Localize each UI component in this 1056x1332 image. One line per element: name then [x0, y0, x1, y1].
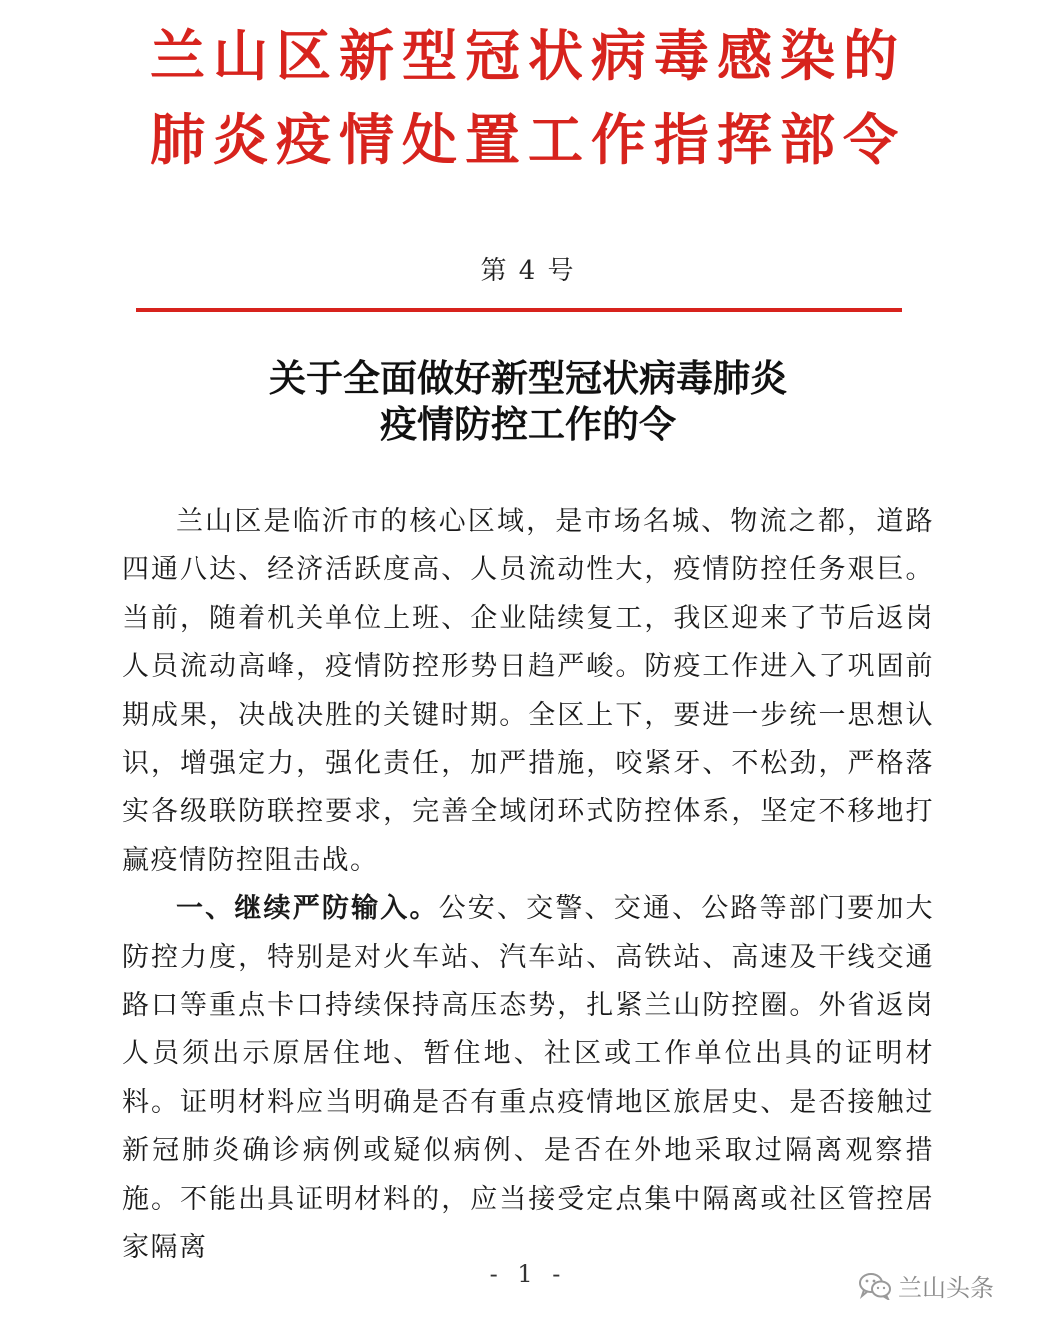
header-line-2: 肺炎疫情处置工作指挥部令: [149, 107, 906, 172]
document-body: [122, 498, 934, 1273]
title-line-1: 关于全面做好新型冠状病毒肺炎: [269, 356, 787, 400]
wechat-icon: [858, 1272, 892, 1300]
watermark-text: 兰山头条: [898, 1274, 994, 1302]
section-1-heading: 一、继续严防输入。: [176, 893, 439, 925]
title-line-2: 疫情防控工作的令: [380, 402, 676, 446]
paragraph-section-1: [122, 885, 934, 1272]
section-1-text: 公安、交警、交通、公路等部门要加大防控力度，特别是对火车站、汽车站、高铁站、高速及干线交通路口等重点卡口持续保持高压态势，扎紧兰山防控圈。外省返岗人员须出示原居住地、暂住地、社区或工作单位出具的证明材料。证明材料应当明确是否有重点疫情地区旅居史、是否接触过新冠肺炎确诊病例或疑似病例、是否在外地采取过隔离观察措施。不能出具证明材料的，应当接受定点集中隔离或社区管控居家隔离: [122, 893, 935, 1264]
document-number: 第 4 号: [480, 256, 576, 286]
header-line-1: 兰山区新型冠状病毒感染的: [149, 23, 906, 88]
watermark: [858, 1268, 994, 1303]
page-number: - 1 -: [489, 1260, 567, 1288]
paragraph-intro: 兰山区是临沂市的核心区域，是市场名城、物流之都，道路四通八达、经济活跃度高、人员流动性大，疫情防控任务艰巨。当前，随着机关单位上班、企业陆续复工，我区迎来了节后返岗人员流动高峰，疫情防控形势日趋严峻。防疫工作进入了巩固前期成果，决战决胜的关键时期。全区上下，要进一步统一思想认识，增强定力，强化责任，加严措施，咬紧牙、不松劲，严格落实各级联防联控要求，完善全域闭环式防控体系，坚定不移地打赢疫情防控阻击战。: [122, 506, 934, 876]
red-divider: [136, 308, 902, 312]
